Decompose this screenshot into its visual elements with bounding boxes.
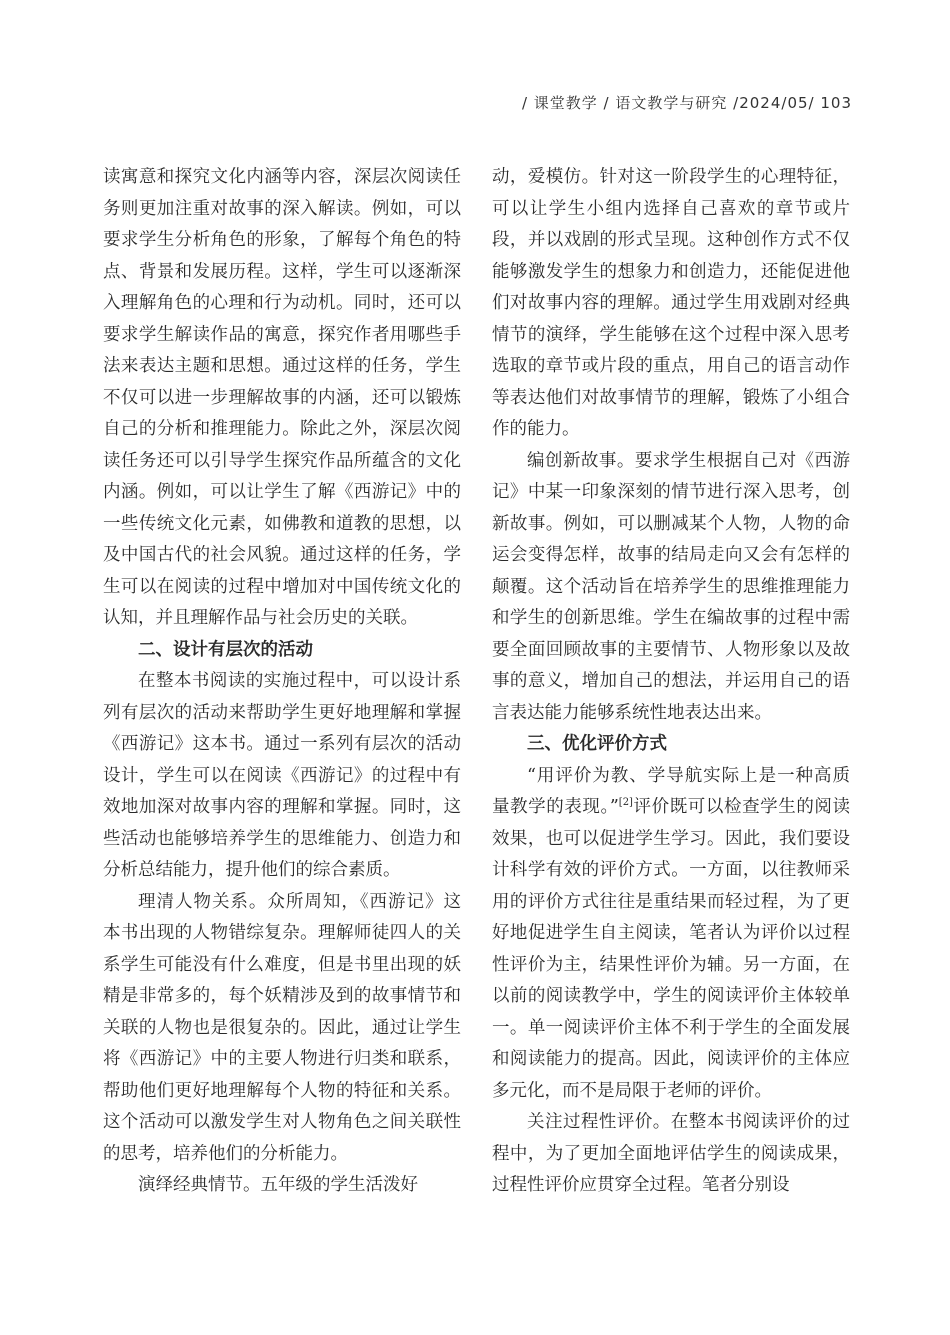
page-number: 103 [820,94,852,112]
header-journal: / 语文教学与研究 [603,94,728,112]
paragraph-drama-continued: 动，爱模仿。针对这一阶段学生的心理特征，可以让学生小组内选择自己喜欢的章节或片段，并以戏剧的形式呈现。这种创作方式不仅能够激发学生的想象力和创造力，还能促进他们对故事内容的理解。通过学生用戏剧对经典情节的演绎，学生能够在这个过程中深入思考选取的章节或片段的重点，用自己的语言动作等表达他们对故事情节的理解，锻炼了小组合作的能力。 [492,167,850,439]
paragraph-act-classic-plots: 演绎经典情节。五年级的学生活泼好 [138,1175,418,1195]
citation-reference: [2] [618,797,633,809]
paragraph-create-new-story: 编创新故事。要求学生根据自己对《西游记》中某一印象深刻的情节进行深入思考，创新故事。例如，可以删减某个人物，人物的命运会变得怎样，故事的结局走向又会有怎样的颠覆。这个活动旨在培养学生的思维推理能力和学生的创新思维。学生在编故事的过程中需要全面回顾故事的主要情节、人物形象以及故事的意义，增加自己的想法，并运用自己的语言表达能力能够系统性地表达出来。 [492,450,850,723]
paragraph-evaluation-intro [492,761,850,1108]
paragraph-character-relations: 理清人物关系。众所周知，《西游记》这本书出现的人物错综复杂。理解师徒四人的关系学生可能没有什么难度，但是书里出现的妖精是非常多的，每个妖精涉及到的故事情节和关联的人物也是很复杂的。因此，通过让学生将《西游记》中的主要人物进行归类和联系，帮助他们更好地理解每个人物的特征和关系。这个活动可以激发学生对人物角色之间关联性的思考，培养他们的分析能力。 [103,891,461,1164]
heading-optimize-evaluation: 三、优化评价方式 [527,734,667,754]
paragraph-process-evaluation: 关注过程性评价。在整本书阅读评价的过程中，为了更加全面地评估学生的阅读成果，过程性评价应贯穿全过程。笔者分别设 [492,1112,850,1195]
header-issue: /2024/05/ [733,94,815,112]
running-header [522,92,852,113]
header-section: / 课堂教学 [521,94,598,112]
evaluation-text: 评价既可以检查学生的阅读效果，也可以促进学生学习。因此，我们要设计科学有效的评价方式。一方面，以往教师采用的评价方式往往是重结果而轻过程，为了更好地促进学生自主阅读，笔者认为评价以过程性评价为主，结果性评价为辅。另一方面，在以前的阅读教学中，学生的阅读评价主体较单一。单一阅读评价主体不利于学生的全面发展和阅读能力的提高。因此，阅读评价的主体应多元化，而不是局限于老师的评价。 [492,797,850,1101]
evaluation-quote: “用评价为教、学导航实际上是一种高质量教学的表现。” [492,765,850,817]
right-column [492,162,850,1202]
paragraph-activities-intro: 在整本书阅读的实施过程中，可以设计系列有层次的活动来帮助学生更好地理解和掌握《西游记》这本书。通过一系列有层次的活动设计，学生可以在阅读《西游记》的过程中有效地加深对故事内容的理解和掌握。同时，这些活动也能够培养学生的思维能力、创造力和分析总结能力，提升他们的综合素质。 [103,671,461,880]
heading-design-activities: 二、设计有层次的活动 [138,639,313,660]
left-column [103,162,461,1202]
paragraph-deep-reading-continued: 读寓意和探究文化内涵等内容，深层次阅读任务则更加注重对故事的深入解读。例如，可以要求学生分析角色的形象，了解每个角色的特点、背景和发展历程。这样，学生可以逐渐深入理解角色的心理和行为动机。同时，还可以要求学生解读作品的寓意，探究作者用哪些手法来表达主题和思想。通过这样的任务，学生不仅可以进一步理解故事的内涵，还可以锻炼自己的分析和推理能力。除此之外，深层次阅读任务还可以引导学生探究作品所蕴含的文化内涵。例如，可以让学生了解《西游记》中的一些传统文化元素，如佛教和道教的思想，以及中国古代的社会风貌。通过这样的任务，学生可以在阅读的过程中增加对中国传统文化的认知，并且理解作品与社会历史的关联。 [103,167,461,628]
